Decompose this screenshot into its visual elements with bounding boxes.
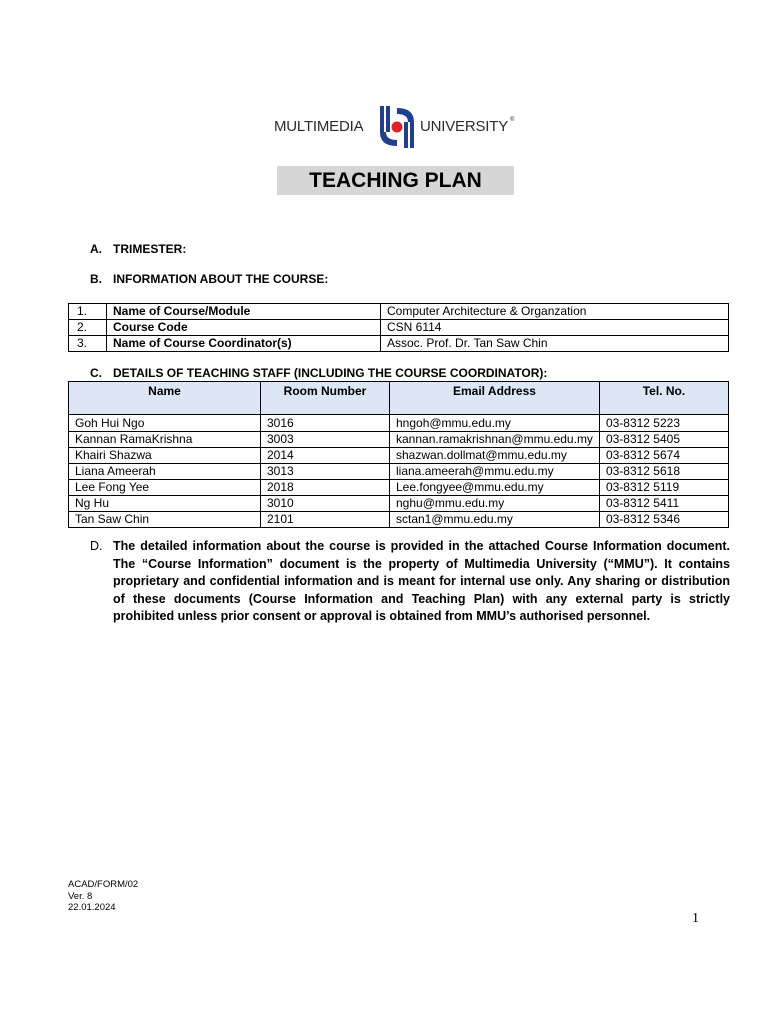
staff-room: 3013 [261,464,390,480]
section-a-label: TRIMESTER: [113,242,187,256]
row-value: CSN 6114 [381,320,729,336]
section-a-letter: A. [90,242,102,256]
table-row [69,432,729,448]
staff-email: sctan1@mmu.edu.my [390,512,600,528]
table-row [69,336,729,352]
staff-tel: 03-8312 5119 [599,480,728,496]
staff-name: Goh Hui Ngo [69,415,261,432]
row-number: 3. [69,336,107,352]
section-b-letter: B. [90,272,102,286]
university-logo [274,104,522,150]
logo-emblem-icon [376,104,418,150]
form-version: Ver. 8 [68,890,93,902]
staff-tel: 03-8312 5411 [599,496,728,512]
row-value: Assoc. Prof. Dr. Tan Saw Chin [381,336,729,352]
section-c-letter: C. [90,366,102,380]
form-footer [68,879,138,914]
staff-room: 2014 [261,448,390,464]
staff-name: Kannan RamaKrishna [69,432,261,448]
column-header-room: Room Number [261,382,390,415]
staff-name: Ng Hu [69,496,261,512]
section-d-letter: D. [90,539,103,553]
staff-tel: 03-8312 5674 [599,448,728,464]
page-number: 1 [692,911,699,926]
column-header-name: Name [69,382,261,415]
staff-tel: 03-8312 5223 [599,415,728,432]
section-b-label: INFORMATION ABOUT THE COURSE: [113,272,329,286]
staff-name: Lee Fong Yee [69,480,261,496]
logo-right-word: UNIVERSITY [420,118,509,135]
staff-tel: 03-8312 5618 [599,464,728,480]
staff-room: 3003 [261,432,390,448]
staff-room: 2018 [261,480,390,496]
staff-room: 2101 [261,512,390,528]
table-row [69,320,729,336]
page-title: TEACHING PLAN [309,168,482,192]
staff-tel: 03-8312 5346 [599,512,728,528]
logo-registered-mark: ® [510,117,515,123]
row-label: Name of Course/Module [107,304,381,320]
staff-name: Tan Saw Chin [69,512,261,528]
staff-email: liana.ameerah@mmu.edu.my [390,464,600,480]
logo-left-word: MULTIMEDIA [274,118,364,135]
staff-email: shazwan.dollmat@mmu.edu.my [390,448,600,464]
section-a-heading [90,242,186,256]
table-row [69,415,729,432]
row-number: 2. [69,320,107,336]
staff-room: 3010 [261,496,390,512]
row-label: Course Code [107,320,381,336]
table-row [69,496,729,512]
table-row [69,480,729,496]
column-header-tel: Tel. No. [599,382,728,415]
staff-tel: 03-8312 5405 [599,432,728,448]
staff-email: Lee.fongyee@mmu.edu.my [390,480,600,496]
staff-email: hngoh@mmu.edu.my [390,415,600,432]
section-b-heading [90,272,328,286]
title-banner [277,166,514,195]
row-number: 1. [69,304,107,320]
row-value: Computer Architecture & Organzation [381,304,729,320]
staff-name: Khairi Shazwa [69,448,261,464]
table-row [69,464,729,480]
teaching-staff-table [68,381,729,528]
staff-name: Liana Ameerah [69,464,261,480]
form-code: ACAD/FORM/02 [68,879,139,890]
row-label: Name of Course Coordinator(s) [107,336,381,352]
section-d-paragraph [90,538,730,626]
section-c-heading [90,366,547,380]
table-row [69,448,729,464]
column-header-email: Email Address [390,382,600,415]
staff-email: kannan.ramakrishnan@mmu.edu.my [390,432,600,448]
section-d-text: The detailed information about the course is provided in the attached Course Information document. The “Course Information” document is the property of Multimedia University (“MMU”). It contains proprietary and confidential information and is meant for internal use only. Any sharing or distribution of these documents (Course Information and Teaching Plan) with any external party is strictly prohibited unless prior consent or approval is obtained from MMU’s authorised personnel. [113,539,730,623]
table-row [69,512,729,528]
staff-email: nghu@mmu.edu.my [390,496,600,512]
table-header-row [69,382,729,415]
course-info-table [68,303,729,352]
section-c-label: DETAILS OF TEACHING STAFF (INCLUDING THE COURSE COORDINATOR): [113,366,548,380]
form-date: 22.01.2024 [68,902,116,913]
table-row [69,304,729,320]
staff-room: 3016 [261,415,390,432]
